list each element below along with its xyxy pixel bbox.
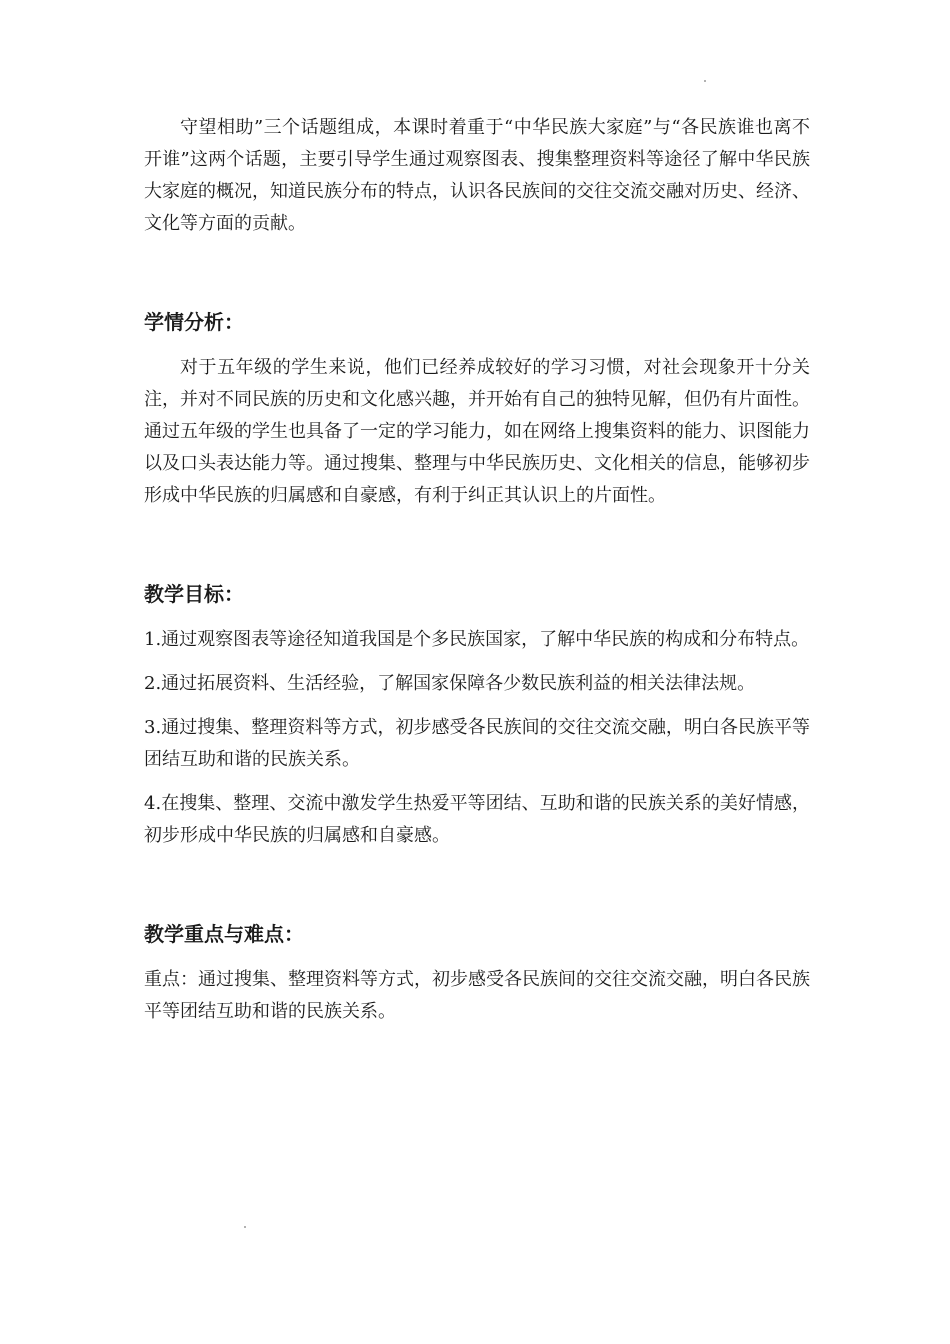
document-body <box>144 112 810 1028</box>
page-mark-dot <box>244 1226 246 1228</box>
student-analysis-paragraph: 对于五年级的学生来说，他们已经养成较好的学习习惯，对社会现象开十分关注，并对不同民族的历史和文化感兴趣，并开始有自己的独特见解，但仍有片面性。通过五年级的学生也具备了一定的学习能力，如在网络上搜集资料的能力、识图能力以及口头表达能力等。通过搜集、整理与中华民族历史、文化相关的信息，能够初步形成中华民族的归属感和自豪感，有利于纠正其认识上的片面性。 <box>144 357 810 506</box>
list-item: 4.在搜集、整理、交流中激发学生热爱平等团结、互助和谐的民族关系的美好情感，初步形成中华民族的归属感和自豪感。 <box>144 793 810 846</box>
page-mark-dot <box>704 80 706 82</box>
key-points-paragraph: 重点：通过搜集、整理资料等方式，初步感受各民族间的交往交流交融，明白各民族平等团结互助和谐的民族关系。 <box>144 969 810 1022</box>
teaching-goals-list <box>144 624 810 852</box>
student-analysis-heading: 学情分析： <box>144 310 244 334</box>
key-points-heading: 教学重点与难点： <box>144 922 304 946</box>
list-item: 2.通过拓展资料、生活经验，了解国家保障各少数民族利益的相关法律法规。 <box>144 673 756 694</box>
list-item: 1.通过观察图表等途径知道我国是个多民族国家，了解中华民族的构成和分布特点。 <box>144 629 810 650</box>
teaching-goals-heading: 教学目标： <box>144 582 244 606</box>
list-item: 3.通过搜集、整理资料等方式，初步感受各民族间的交往交流交融，明白各民族平等团结互助和谐的民族关系。 <box>144 717 810 770</box>
intro-paragraph: 守望相助”三个话题组成，本课时着重于“中华民族大家庭”与“各民族谁也离不开谁”这两个话题，主要引导学生通过观察图表、搜集整理资料等途径了解中华民族大家庭的概况，知道民族分布的特点，认识各民族间的交往交流交融对历史、经济、文化等方面的贡献。 <box>144 117 810 234</box>
